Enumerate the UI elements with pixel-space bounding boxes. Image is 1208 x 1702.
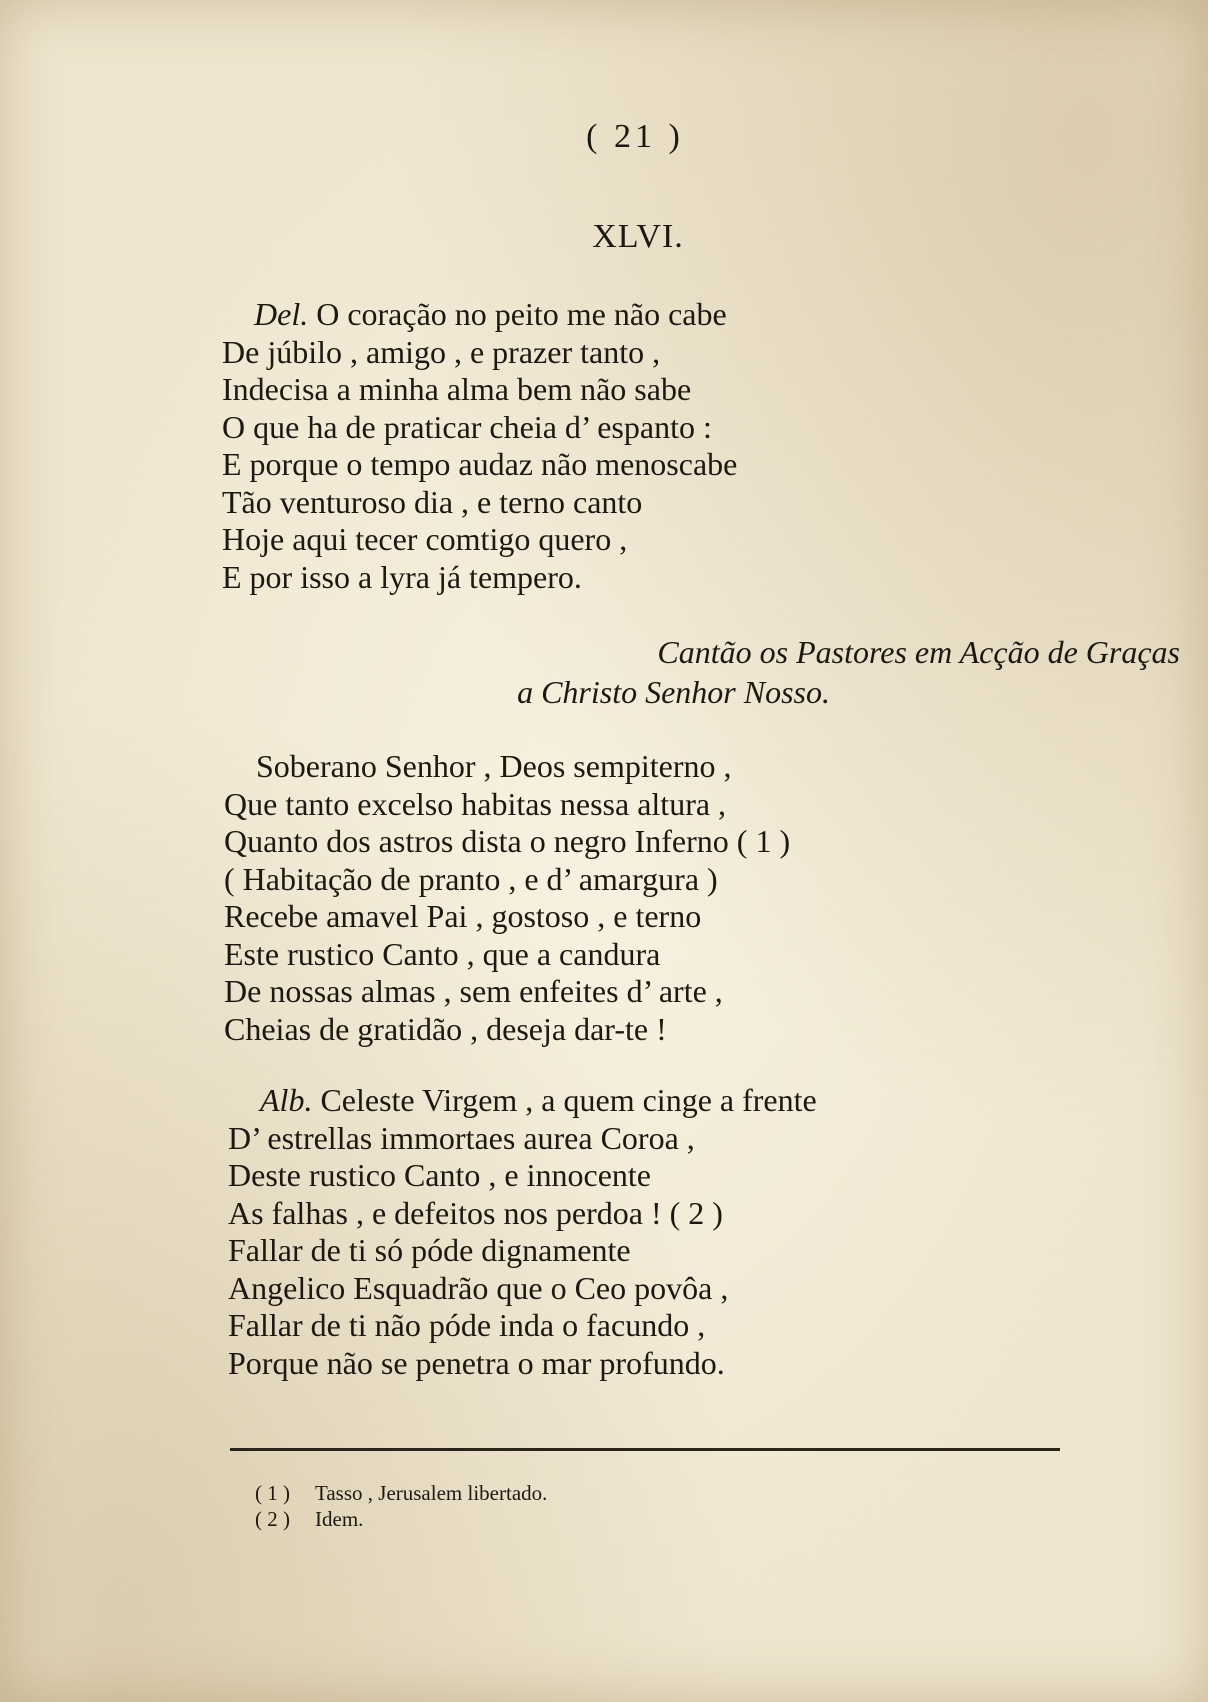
verse-line: Quanto dos astros dista o negro Inferno ( 1 ) [224, 823, 791, 859]
stanza-2 [224, 748, 790, 1048]
verse-line: O que ha de praticar cheia d’ espanto : [222, 408, 712, 445]
verse-line: Del. O coração no peito me não cabe [254, 296, 727, 332]
verse-line: De nossas almas , sem enfeites d’ arte , [224, 973, 723, 1009]
footnote [255, 1506, 547, 1532]
footnote-divider [230, 1448, 1060, 1451]
footnote-marker: ( 2 ) [255, 1507, 290, 1531]
verse-line: Cheias de gratidão , deseja dar-te ! [224, 1010, 667, 1047]
verse-line: Deste rustico Canto , e innocente [228, 1157, 651, 1193]
speaker-name: Alb. [260, 1082, 313, 1118]
footnote-text: Tasso , Jerusalem libertado. [315, 1481, 548, 1505]
verse-line: E por isso a lyra já tempero. [222, 558, 582, 595]
verse-line: D’ estrellas immortaes aurea Coroa , [228, 1119, 695, 1156]
footnote [255, 1480, 547, 1506]
verse-line: Hoje aqui tecer comtigo quero , [222, 521, 628, 557]
verse-line: Soberano Senhor , Deos sempiterno , [256, 748, 732, 784]
footnote-marker: ( 1 ) [255, 1481, 290, 1505]
verse-line: Porque não se penetra o mar profundo. [228, 1344, 725, 1381]
footnote-text: Idem. [315, 1507, 364, 1531]
verse-line: Tão venturoso dia , e terno canto [222, 483, 643, 520]
verse-line: As falhas , e defeitos nos perdoa ! ( 2 ) [228, 1194, 723, 1231]
footnotes [255, 1480, 547, 1532]
verse-line: Angelico Esquadrão que o Ceo povôa , [228, 1269, 729, 1306]
speaker-name: Del. [254, 296, 309, 332]
stanza-1 [222, 296, 737, 596]
section-title: XLVI. [592, 218, 684, 255]
verse-line: Alb. Celeste Virgem , a quem cinge a frente [260, 1082, 817, 1118]
verse-line: De júbilo , amigo , e prazer tanto , [222, 333, 661, 370]
stanza-3 [228, 1082, 817, 1382]
verse-line: Indecisa a minha alma bem não sabe [222, 371, 692, 407]
verse-line: ( Habitação de pranto , e d’ amargura ) [224, 860, 718, 897]
verse-line: Recebe amavel Pai , gostoso , e terno [224, 898, 702, 934]
verse-line: Fallar de ti só póde dignamente [228, 1232, 631, 1268]
heading-line-2: a Christo Senhor Nosso. [517, 674, 830, 710]
hymn-heading [0, 632, 1180, 712]
page-number: ( 21 ) [586, 118, 684, 155]
verse-line: Fallar de ti não póde inda o facundo , [228, 1307, 706, 1343]
verse-line: Que tanto excelso habitas nessa altura , [224, 785, 727, 822]
heading-line-1: Cantão os Pastores em Acção de Graças [657, 634, 1180, 670]
verse-line: E porque o tempo audaz não menoscabe [222, 446, 738, 482]
verse-line: Este rustico Canto , que a candura [224, 935, 661, 972]
